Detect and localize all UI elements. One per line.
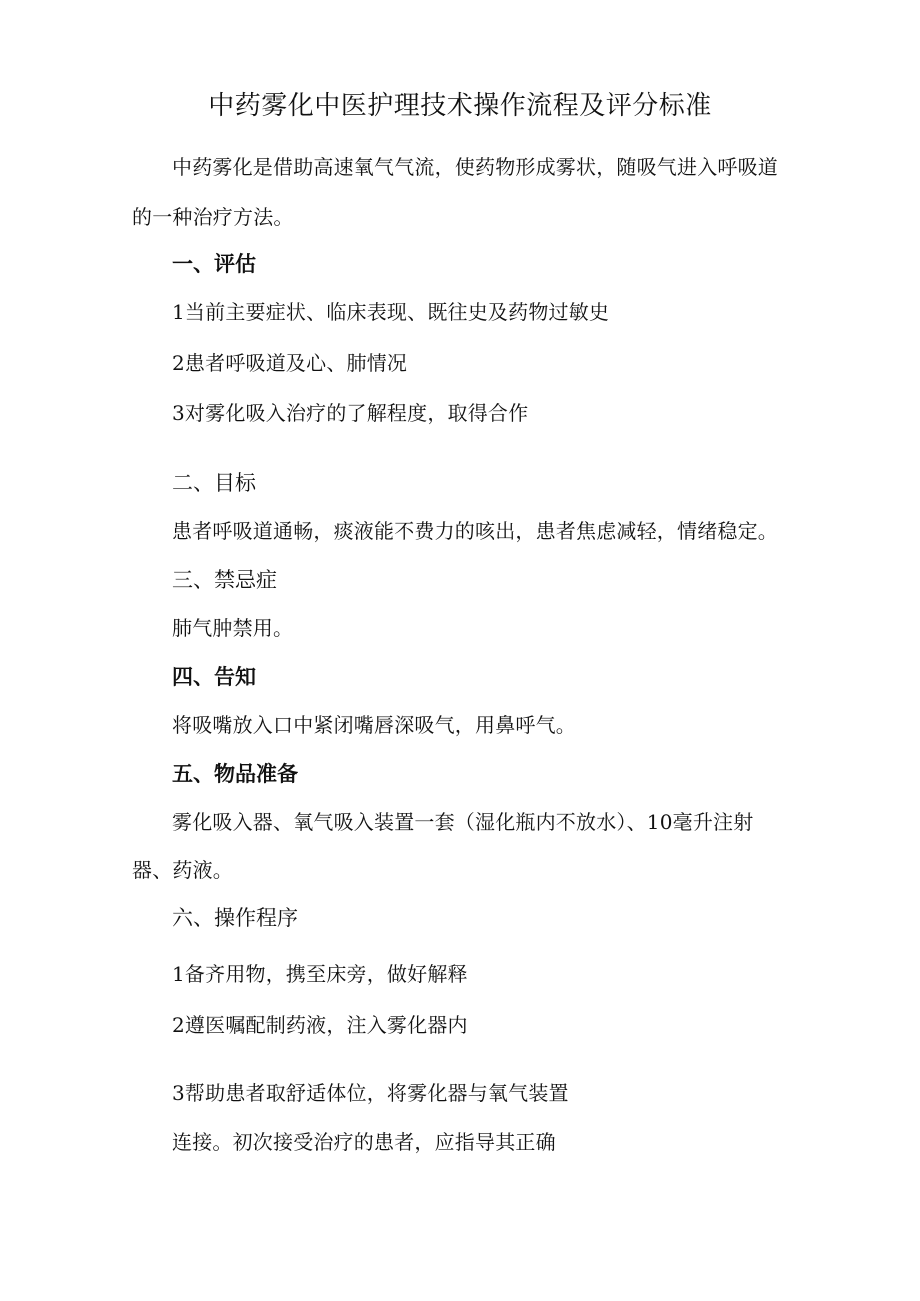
goal-text: 患者呼吸道通畅，痰液能不费力的咳出，患者焦虑减轻，情绪稳定。: [172, 519, 778, 543]
section-heading-contraindication: 三、禁忌症: [172, 568, 277, 592]
document-title: 中药雾化中医护理技术操作流程及评分标准: [208, 91, 712, 121]
section-heading-notice: 四、告知: [172, 665, 256, 689]
contraindication-text: 肺气肿禁用。: [172, 616, 294, 640]
section-heading-assessment: 一、评估: [172, 252, 256, 276]
section-heading-goal: 二、目标: [172, 471, 256, 495]
section-heading-supplies: 五、物品准备: [172, 762, 298, 786]
intro-line-2: 的一种治疗方法。: [132, 205, 294, 229]
intro-line-1: 中药雾化是借助高速氧气气流，使药物形成雾状，随吸气进入呼吸道: [172, 155, 778, 179]
procedure-item-2: 2遵医嘱配制药液，注入雾化器内: [172, 1013, 468, 1037]
assessment-item-2: 2患者呼吸道及心、肺情况: [172, 351, 408, 375]
notice-text: 将吸嘴放入口中紧闭嘴唇深吸气，用鼻呼气。: [172, 713, 576, 737]
procedure-item-4: 连接。初次接受治疗的患者，应指导其正确: [172, 1130, 556, 1154]
procedure-item-1: 1备齐用物，携至床旁，做好解释: [172, 962, 468, 986]
assessment-item-3: 3对雾化吸入治疗的了解程度，取得合作: [172, 401, 529, 425]
supplies-line-1: 雾化吸入器、氧气吸入装置一套（湿化瓶内不放水）、10毫升注射: [172, 810, 754, 834]
section-heading-procedure: 六、操作程序: [172, 906, 298, 930]
assessment-item-1: 1当前主要症状、临床表现、既往史及药物过敏史: [172, 300, 610, 324]
supplies-line-2: 器、药液。: [132, 858, 233, 882]
procedure-item-3: 3帮助患者取舒适体位，将雾化器与氧气装置: [172, 1081, 569, 1105]
